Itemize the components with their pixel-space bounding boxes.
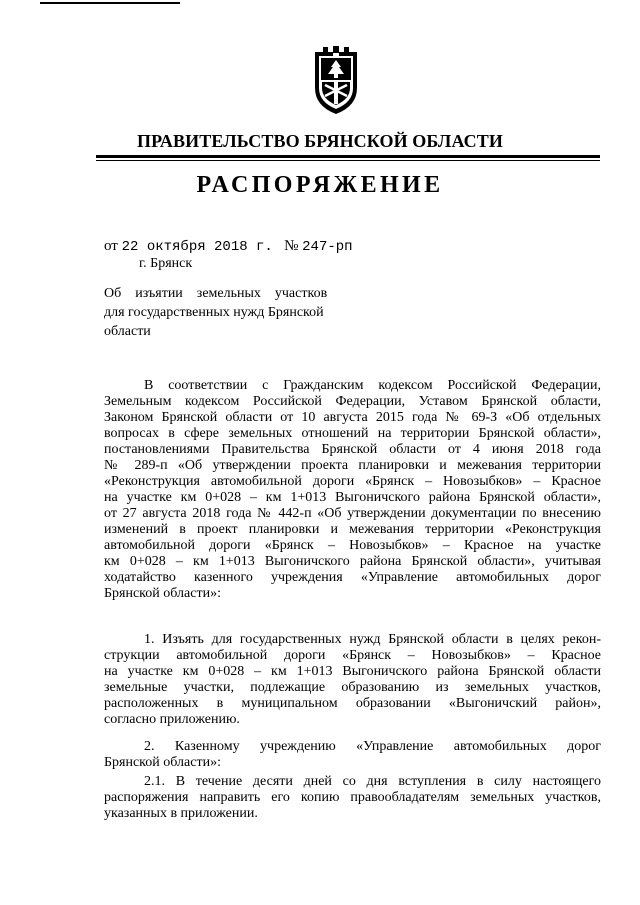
text-line: струкции автомобильной дороги «Брянск – Новозыбков» – Красное	[104, 648, 601, 663]
preamble-paragraph	[104, 378, 601, 602]
bryansk-coat-of-arms-icon	[313, 44, 359, 116]
text-line: постановлениями Правительства Брянской области от 4 июня 2018 года	[104, 442, 601, 457]
item-2-1-paragraph	[104, 774, 601, 822]
text-line: изменений в проект планировки и межевания территории «Реконструкция	[104, 522, 601, 537]
text-line: на участке км 0+028 – км 1+013 Выгоничского района Брянской области»,	[104, 490, 601, 505]
text-line: автомобильной дороги «Брянск – Новозыбков» – Красное на участке	[104, 538, 601, 553]
text-line: км 0+028 – км 1+013 Выгоничского района Брянской области», учитывая	[104, 554, 601, 569]
text-line: указанных в приложении.	[104, 806, 258, 821]
text-line: вопросах в сфере земельных отношений на территории Брянской области»,	[104, 426, 601, 441]
header-rule-thin	[96, 160, 600, 161]
text-line: согласно приложению.	[104, 712, 240, 727]
city: г. Брянск	[139, 256, 193, 271]
text-line: распоряжения направить его копию правообладателям земельных участков,	[104, 790, 601, 805]
text-line: расположенных в муниципальном образовании «Выгоничский район»,	[104, 696, 601, 711]
document-number: 247-рп	[302, 239, 353, 255]
subject-line: области	[104, 324, 151, 339]
text-line: Законом Брянской области от 10 августа 2015 года № 69-З «Об отдельных	[104, 410, 601, 425]
header-rule-thick	[96, 155, 600, 158]
text-line: В соответствии с Гражданским кодексом Российской Федерации,	[144, 378, 601, 393]
subject-line: Об изъятии земельных участков	[104, 286, 328, 301]
text-line: от 27 августа 2018 года № 442-п «Об утверждении документации по внесению	[104, 506, 601, 521]
top-edge-line	[40, 2, 180, 4]
text-line: земельные участки, подлежащие образованию из земельных участков,	[104, 680, 601, 695]
text-line: № 289-п «Об утверждении проекта планировки и межевания территории	[104, 458, 601, 473]
text-line: ходатайство казенного учреждения «Управление автомобильных дорог	[104, 570, 601, 585]
text-line: Брянской области»:	[104, 755, 221, 770]
subject-line: для государственных нужд Брянской	[104, 305, 324, 320]
text-line: «Реконструкция автомобильной дороги «Брянск – Новозыбков» – Красное	[104, 474, 601, 489]
date-prefix: от	[104, 238, 118, 254]
document-date: 22 октября 2018 г.	[121, 239, 273, 255]
item-2-paragraph	[104, 739, 601, 771]
item-1-paragraph	[104, 632, 601, 728]
document-subject	[104, 284, 327, 341]
text-line: 2. Казенному учреждению «Управление автомобильных дорог	[144, 739, 601, 754]
text-line: 1. Изъять для государственных нужд Брянской области в целях рекон-	[144, 632, 601, 647]
date-number-line	[104, 238, 353, 255]
text-line: 2.1. В течение десяти дней со дня вступления в силу настоящего	[144, 774, 601, 789]
document-type-title: РАСПОРЯЖЕНИЕ	[196, 172, 444, 198]
text-line: на участке км 0+028 – км 1+013 Выгоничского района Брянской области	[104, 664, 601, 679]
text-line: Брянской области»:	[104, 586, 221, 601]
number-prefix: №	[284, 238, 299, 254]
government-title: ПРАВИТЕЛЬСТВО БРЯНСКОЙ ОБЛАСТИ	[137, 131, 503, 151]
text-line: Земельным кодексом Российской Федерации, Уставом Брянской области,	[104, 394, 601, 409]
